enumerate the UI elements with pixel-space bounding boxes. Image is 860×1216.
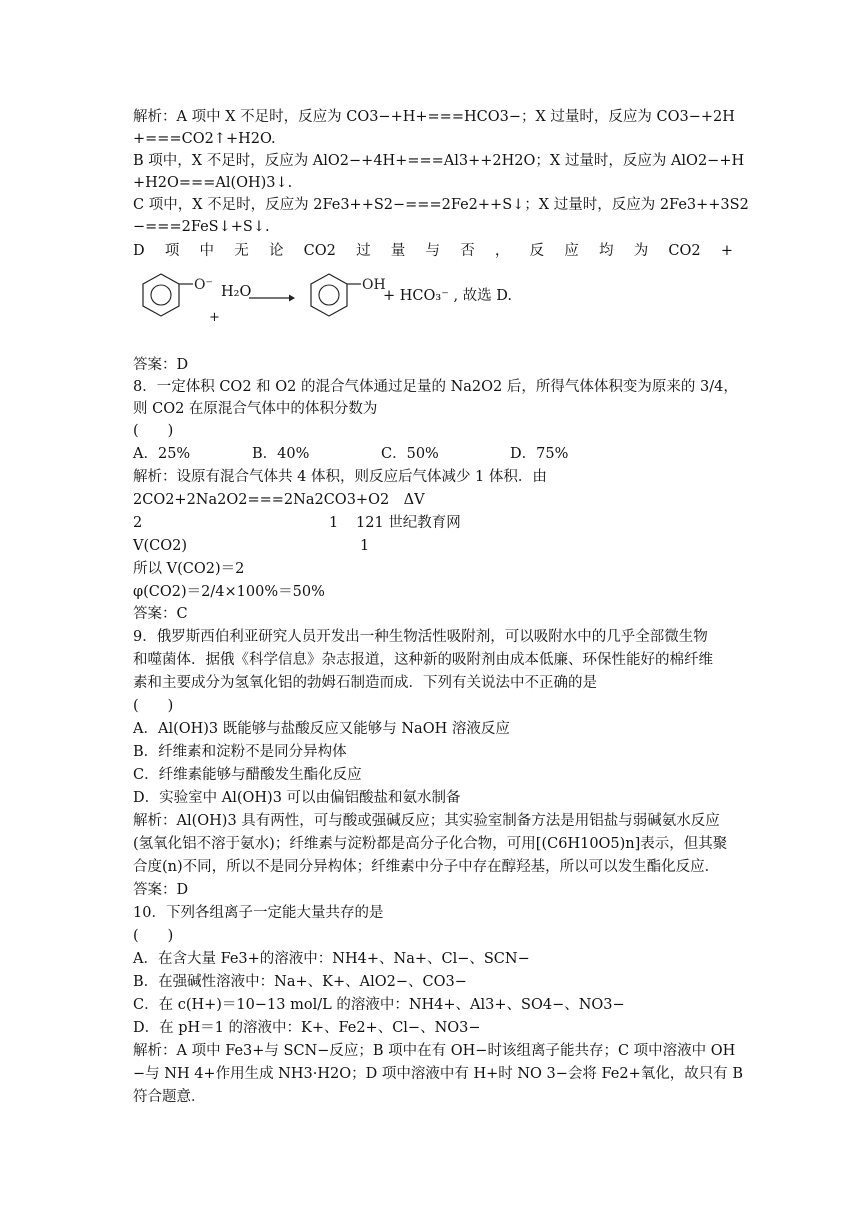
word: + xyxy=(720,243,733,259)
question-8-paren: ( ) xyxy=(133,423,174,439)
question-10-paren: ( ) xyxy=(133,928,174,944)
option-8-a: A．25% xyxy=(133,446,191,462)
option-10-d: D．在 pH＝1 的溶液中：K+、Fe2+、Cl−、NO3− xyxy=(133,1020,481,1036)
word: 反 xyxy=(529,243,545,259)
answer-9: 答案：D xyxy=(133,882,189,898)
phenol-structure-icon xyxy=(301,266,386,326)
word: 应 xyxy=(564,243,579,259)
phenoxide-o-label: O⁻ xyxy=(194,277,213,293)
word: 量 xyxy=(390,243,406,259)
word: ， xyxy=(494,243,510,259)
option-8-c: C．50% xyxy=(381,446,439,462)
solution-8-line-3: 所以 V(CO2)＝2 xyxy=(133,561,245,577)
word: 均 xyxy=(599,243,614,259)
answer-7: 答案：D xyxy=(133,357,189,373)
solution-10-line-1: 解析：A 项中 Fe3+与 SCN−反应；B 项中在有 OH−时该组离子能共存；C 项中溶液中 OH xyxy=(133,1043,736,1059)
phenoxide-structure-icon xyxy=(133,266,213,326)
word: 无 xyxy=(234,243,249,259)
word: CO2 xyxy=(303,243,336,259)
option-9-b: B．纤维素和淀粉不是同分异构体 xyxy=(133,744,347,760)
question-10: 10．下列各组离子一定能大量共存的是 xyxy=(133,905,384,921)
solution-8-ratio-row-1 xyxy=(133,512,733,534)
solution-8-ratio-row-2 xyxy=(133,535,733,557)
question-8-line-2: 则 CO2 在原混合气体中的体积分数为 xyxy=(133,401,378,417)
question-9-paren: ( ) xyxy=(133,698,174,714)
plus-sign: + xyxy=(209,310,220,325)
watermark-text: 121 世纪教育网 xyxy=(356,515,461,531)
ratio-value: 1 xyxy=(360,538,370,554)
ratio-value: 2 xyxy=(133,515,143,531)
solution-9-line-3: 合度(n)不同，所以不是同分异构体；纤维素中分子中存在醇羟基，所以可以发生酯化反应． xyxy=(133,859,720,875)
reaction-formula-image xyxy=(133,266,733,326)
option-10-b: B．在强碱性溶液中：Na+、K+、AlO2−、CO3− xyxy=(133,974,467,990)
question-9-line-2: 和噬菌体．据俄《科学信息》杂志报道，这种新的吸附剂由成本低廉、环保性能好的棉纤维 xyxy=(133,652,713,668)
solution-8-line-4: φ(CO2)＝2/4×100%＝50% xyxy=(133,584,325,600)
option-9-c: C．纤维素能够与醋酸发生酯化反应 xyxy=(133,767,362,783)
option-10-a: A．在含大量 Fe3+的溶液中：NH4+、Na+、Cl−、SCN− xyxy=(133,951,530,967)
word: D xyxy=(133,243,145,259)
question-8-options xyxy=(133,443,733,465)
word: 与 xyxy=(425,243,440,259)
solution-7-line-1: 解析：A 项中 X 不足时，反应为 CO3−+H+===HCO3−；X 过量时，反应为 CO3−+2H xyxy=(133,109,735,125)
option-9-a: A．Al(OH)3 既能够与盐酸反应又能够与 NaOH 溶液反应 xyxy=(133,721,510,737)
solution-10-line-2: −与 NH 4+作用生成 NH3·H2O；D 项中溶液中有 H+时 NO 3−会将 Fe2+氧化，故只有 B xyxy=(133,1066,744,1082)
solution-7-line-2: +===CO2↑+H2O. xyxy=(133,131,276,147)
question-9-line-1: 9．俄罗斯西伯利亚研究人员开发出一种生物活性吸附剂，可以吸附水中的几乎全部微生物 xyxy=(133,629,708,645)
solution-7-line-7 xyxy=(133,240,733,262)
option-9-d: D．实验室中 Al(OH)3 可以由偏铝酸盐和氨水制备 xyxy=(133,790,461,806)
question-9-line-3: 素和主要成分为氢氧化铝的勃姆石制造而成．下列有关说法中不正确的是 xyxy=(133,675,597,691)
option-8-b: B．40% xyxy=(252,446,310,462)
question-8-line-1: 8．一定体积 CO2 和 O2 的混合气体通过足量的 Na2O2 后，所得气体体积变为原来的 3/4， xyxy=(133,379,738,395)
solution-7-line-4: +H2O===Al(OH)3↓. xyxy=(133,175,293,191)
solution-7-line-5: C 项中，X 不足时，反应为 2Fe3++S2−===2Fe2++S↓；X 过量时，反应为 2Fe3++3S2 xyxy=(133,197,749,213)
reaction-arrow-icon xyxy=(249,293,295,303)
answer-8: 答案：C xyxy=(133,606,188,622)
bicarbonate-label: + HCO₃⁻ , 故选 D. xyxy=(383,288,513,304)
ratio-value: V(CO2) xyxy=(133,538,187,554)
word: 论 xyxy=(268,243,284,259)
solution-7-line-3: B 项中，X 不足时，反应为 AlO2−+4H+===Al3++2H2O；X 过量时，反应为 AlO2−+H xyxy=(133,153,745,169)
water-label: H₂O xyxy=(221,284,252,300)
solution-9-line-2: (氢氧化铝不溶于氨水)；纤维素与淀粉都是高分子化合物，可用[(C6H10O5)n]表示，但其聚 xyxy=(133,836,728,852)
word: 为 xyxy=(633,243,649,259)
word: 否 xyxy=(460,243,475,259)
word: 中 xyxy=(199,243,215,259)
option-10-c: C．在 c(H+)＝10−13 mol/L 的溶液中：NH4+、Al3+、SO4−、NO3− xyxy=(133,997,625,1013)
solution-8-line-1: 解析：设原有混合气体共 4 体积，则反应后气体减少 1 体积．由 xyxy=(133,469,547,485)
word: 过 xyxy=(356,243,371,259)
solution-8-equation: 2CO2+2Na2O2===2Na2CO3+O2 ΔV xyxy=(133,492,425,508)
solution-9-line-1: 解析：Al(OH)3 具有两性，可与酸或强碱反应；其实验室制备方法是用铝盐与弱碱氨水反应 xyxy=(133,813,720,829)
solution-7-line-6: −===2FeS↓+S↓. xyxy=(133,219,270,235)
phenol-oh-label: OH xyxy=(362,277,386,293)
solution-10-line-3: 符合题意． xyxy=(133,1089,206,1105)
option-8-d: D．75% xyxy=(510,446,569,462)
word: 项 xyxy=(164,243,180,259)
ratio-value: 1 xyxy=(329,515,339,531)
word: CO2 xyxy=(668,243,701,259)
